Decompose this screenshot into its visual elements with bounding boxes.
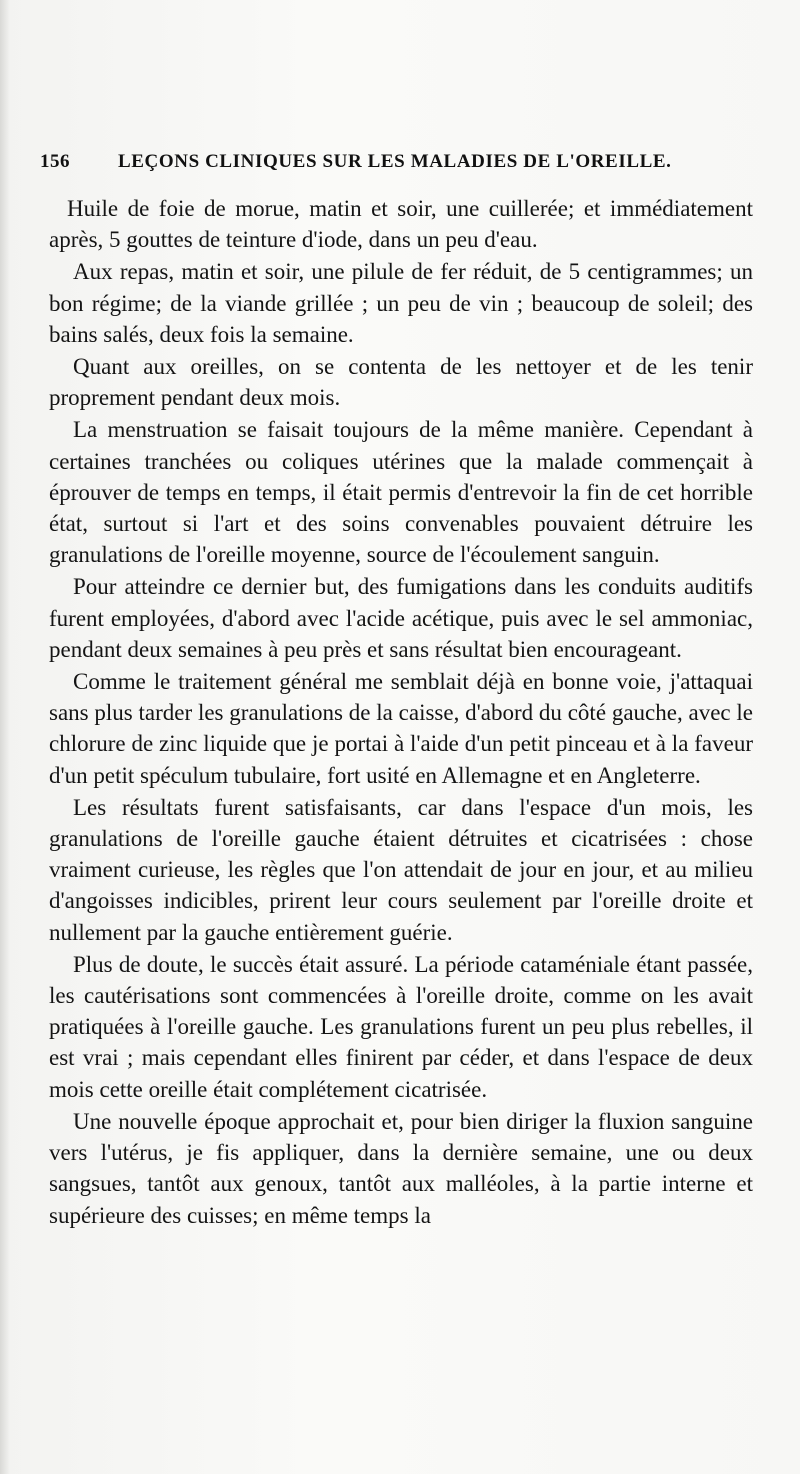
paragraph: Les résultats furent satisfaisants, car dans l'espace d'un mois, les granulations de l'oreille gauche étaient détruites et cicatrisées : chose vraiment curieuse, les règles que l'on attendait de jour en jour, et au milieu d'angoisses indicibles, prirent leur cours seulement par l'oreille droite et nullement par la gauche entièrement guérie. bbox=[49, 794, 753, 945]
body-text bbox=[49, 193, 753, 1231]
paragraph: Plus de doute, le succès était assuré. La période cataméniale étant passée, les cautérisations sont commencées à l'oreille droite, comme on les avait pratiquées à l'oreille gauche. Les granulations furent un peu plus rebelles, il est vrai ; mais cependant elles finirent par céder, et dans l'espace de deux mois cette oreille était complétement cicatrisée. bbox=[49, 951, 753, 1102]
page-header bbox=[40, 151, 760, 181]
paragraph: Huile de foie de morue, matin et soir, une cuillerée; et immédiatement après, 5 gouttes de teinture d'iode, dans un peu d'eau. bbox=[49, 196, 753, 253]
paragraph: Aux repas, matin et soir, une pilule de fer réduit, de 5 centigrammes; un bon régime; de la viande grillée ; un peu de vin ; beaucoup de soleil; des bains salés, deux fois la semaine. bbox=[49, 259, 753, 347]
paragraph: Comme le traitement général me semblait déjà en bonne voie, j'attaquai sans plus tarder les granulations de la caisse, d'abord du côté gauche, avec le chlorure de zinc liquide que je portai à l'aide d'un petit pinceau et à la faveur d'un petit spéculum tubulaire, fort usité en Allemagne et en Angleterre. bbox=[49, 669, 753, 788]
paragraph: La menstruation se faisait toujours de la même manière. Cependant à certaines tranchées ou coliques utérines que la malade commençait à éprouver de temps en temps, il était permis d'entrevoir la fin de cet horrible état, surtout si l'art et des soins convenables pouvaient détruire les granulations de l'oreille moyenne, source de l'écoulement sanguin. bbox=[49, 417, 753, 568]
paragraph: Une nouvelle époque approchait et, pour bien diriger la fluxion sanguine vers l'utérus, je fis appliquer, dans la dernière semaine, une ou deux sangsues, tantôt aux genoux, tantôt aux malléoles, à la partie interne et supérieure des cuisses; en même temps la bbox=[49, 1108, 753, 1228]
page-edge-shadow bbox=[0, 0, 10, 1474]
paragraph: Quant aux oreilles, on se contenta de les nettoyer et de les tenir proprement pendant deux mois. bbox=[49, 354, 753, 411]
paragraph: Pour atteindre ce dernier but, des fumigations dans les conduits auditifs furent employées, d'abord avec l'acide acétique, puis avec le sel ammoniac, pendant deux semaines à peu près et sans résultat bien encourageant. bbox=[49, 574, 753, 662]
page-number: 156 bbox=[40, 151, 70, 172]
running-title: LEÇONS CLINIQUES SUR LES MALADIES DE L'OREILLE. bbox=[118, 151, 672, 172]
